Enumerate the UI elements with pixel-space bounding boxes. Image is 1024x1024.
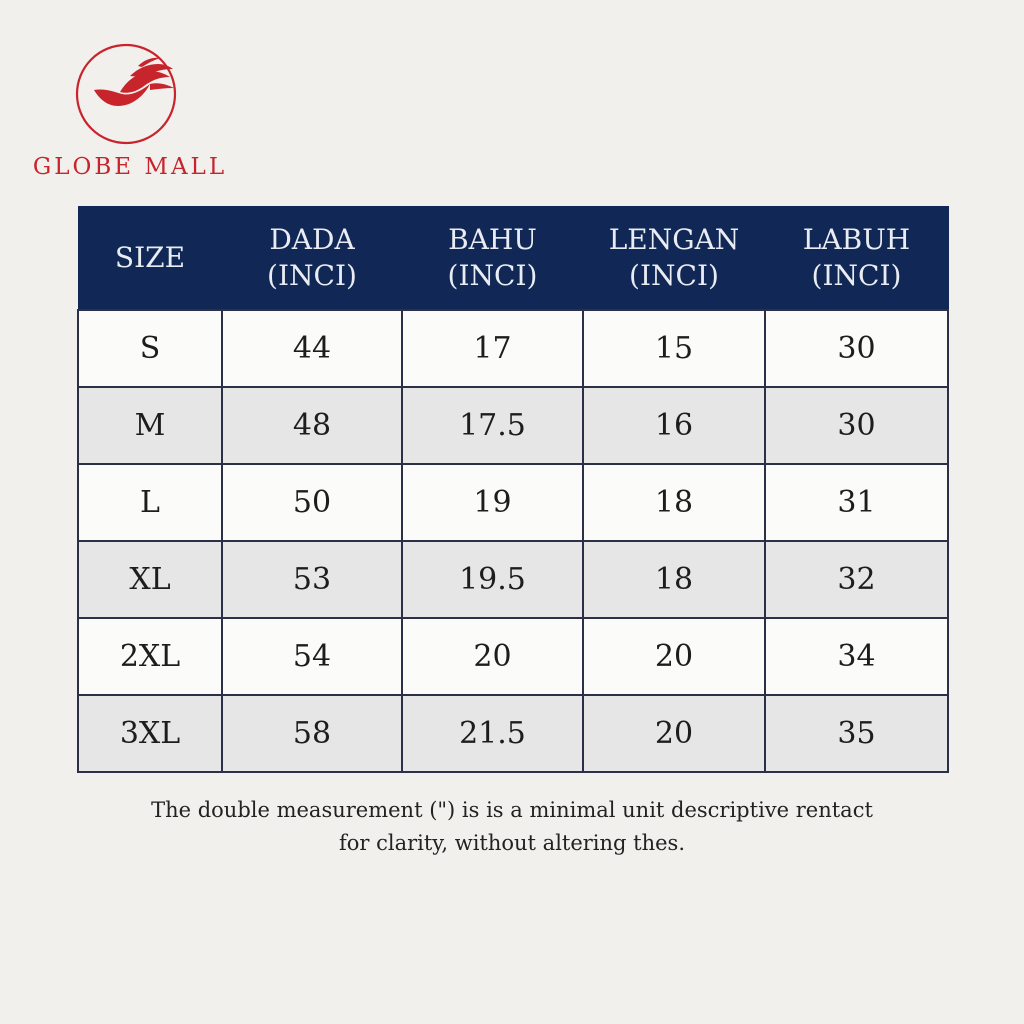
dada-cell: 54: [222, 618, 402, 695]
bahu-cell: 17: [402, 310, 583, 387]
header-labuh: [765, 207, 948, 311]
measurement-note: [100, 794, 924, 860]
lengan-cell: 20: [583, 695, 765, 772]
size-cell: XL: [78, 541, 222, 618]
dada-cell: 58: [222, 695, 402, 772]
dada-cell: 50: [222, 464, 402, 541]
header-dada: [222, 207, 402, 311]
size-cell: S: [78, 310, 222, 387]
lengan-cell: 18: [583, 464, 765, 541]
header-label: BAHU: [448, 223, 537, 256]
labuh-cell: 30: [765, 387, 948, 464]
size-cell: M: [78, 387, 222, 464]
lengan-cell: 16: [583, 387, 765, 464]
header-label: LENGAN: [608, 223, 740, 256]
lengan-cell: 20: [583, 618, 765, 695]
header-unit: (INCI): [811, 259, 902, 292]
bahu-cell: 19: [402, 464, 583, 541]
table-row: [78, 695, 948, 772]
table-header-row: [78, 207, 948, 311]
brand-name: GLOBE MALL: [32, 154, 228, 180]
header-unit: (INCI): [267, 259, 357, 292]
table-row: [78, 464, 948, 541]
dada-cell: 44: [222, 310, 402, 387]
table-row: [78, 310, 948, 387]
size-chart-table: [77, 206, 949, 773]
dada-cell: 48: [222, 387, 402, 464]
header-label: SIZE: [114, 241, 186, 274]
size-cell: L: [78, 464, 222, 541]
dada-cell: 53: [222, 541, 402, 618]
brand-logo: [10, 42, 250, 192]
bahu-cell: 20: [402, 618, 583, 695]
labuh-cell: 35: [765, 695, 948, 772]
header-bahu: [402, 207, 583, 311]
size-cell: 2XL: [78, 618, 222, 695]
table-row: [78, 387, 948, 464]
note-line-2: for clarity, without altering thes.: [338, 831, 686, 855]
lengan-cell: 15: [583, 310, 765, 387]
table-row: [78, 541, 948, 618]
header-unit: (INCI): [447, 259, 538, 292]
header-label: LABUH: [802, 223, 911, 256]
header-label: DADA: [269, 223, 355, 256]
table-row: [78, 618, 948, 695]
bahu-cell: 17.5: [402, 387, 583, 464]
header-unit: (INCI): [629, 259, 719, 292]
labuh-cell: 34: [765, 618, 948, 695]
labuh-cell: 30: [765, 310, 948, 387]
header-lengan: [583, 207, 765, 311]
note-line-1: The double measurement (") is is a minimal unit descriptive rentact: [151, 798, 873, 822]
labuh-cell: 31: [765, 464, 948, 541]
header-size: [78, 207, 222, 311]
lengan-cell: 18: [583, 541, 765, 618]
bahu-cell: 19.5: [402, 541, 583, 618]
bahu-cell: 21.5: [402, 695, 583, 772]
globe-mall-logo-icon: [74, 42, 178, 146]
size-cell: 3XL: [78, 695, 222, 772]
labuh-cell: 32: [765, 541, 948, 618]
